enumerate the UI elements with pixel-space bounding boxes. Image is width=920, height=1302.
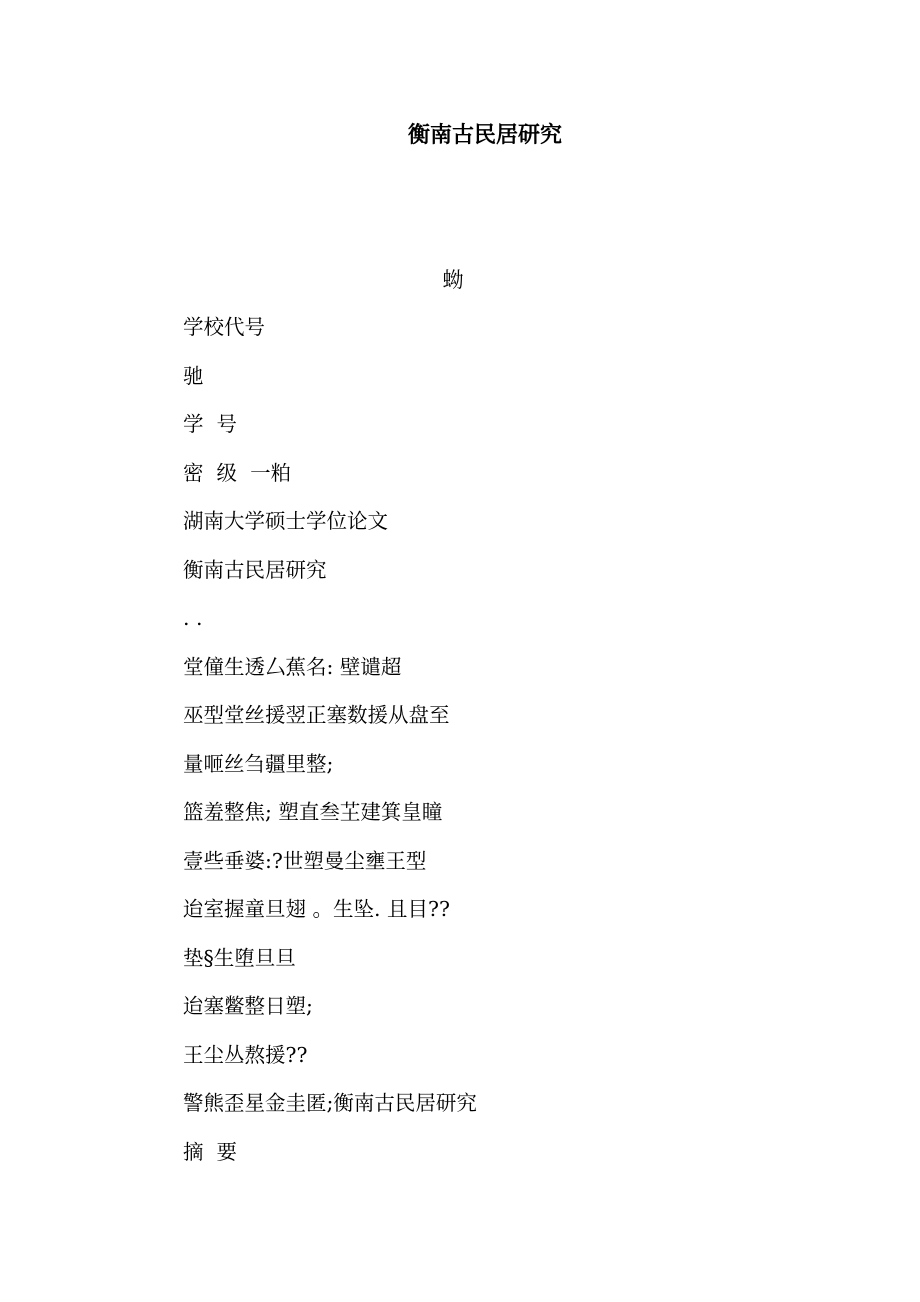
body-line: 警熊歪星金圭匿;衡南古民居研究 bbox=[183, 1091, 477, 1115]
body-line: 学校代号 bbox=[183, 315, 265, 339]
body-line: 巫型堂丝援翌正塞数援从盘至 bbox=[183, 703, 450, 727]
body-line: 湖南大学硕士学位论文 bbox=[183, 509, 388, 533]
body-line: . . bbox=[183, 606, 203, 630]
section-heading-abstract: 摘 要 bbox=[183, 1139, 238, 1164]
document-title: 衡南古民居研究 bbox=[407, 122, 562, 148]
body-line: 密 级 一粕 bbox=[183, 460, 292, 485]
body-line: 驰 bbox=[183, 363, 204, 388]
centered-glyph: 蚴 bbox=[442, 268, 464, 292]
body-line: 迨塞鳖整日塑; bbox=[183, 994, 313, 1018]
body-line: 王尘丛熬援?? bbox=[183, 1042, 308, 1067]
body-line: 堂僮生透厶蕉名: 壁谴超 bbox=[183, 654, 402, 679]
body-line: 衡南古民居研究 bbox=[183, 557, 327, 582]
body-line: 垫§生堕旦旦 bbox=[183, 945, 296, 970]
body-line: 学 号 bbox=[183, 412, 238, 436]
body-line: 量咂丝刍疆里整; bbox=[183, 751, 334, 776]
body-line: 迨室握童旦翅 。生坠. 且目?? bbox=[183, 897, 451, 921]
body-line: 壹些垂婆:?世塑曼尘壅王型 bbox=[183, 848, 427, 873]
body-line: 篮羞整焦; 塑直叁芏建箕皇瞳 bbox=[183, 800, 443, 824]
document-body bbox=[183, 313, 883, 1186]
